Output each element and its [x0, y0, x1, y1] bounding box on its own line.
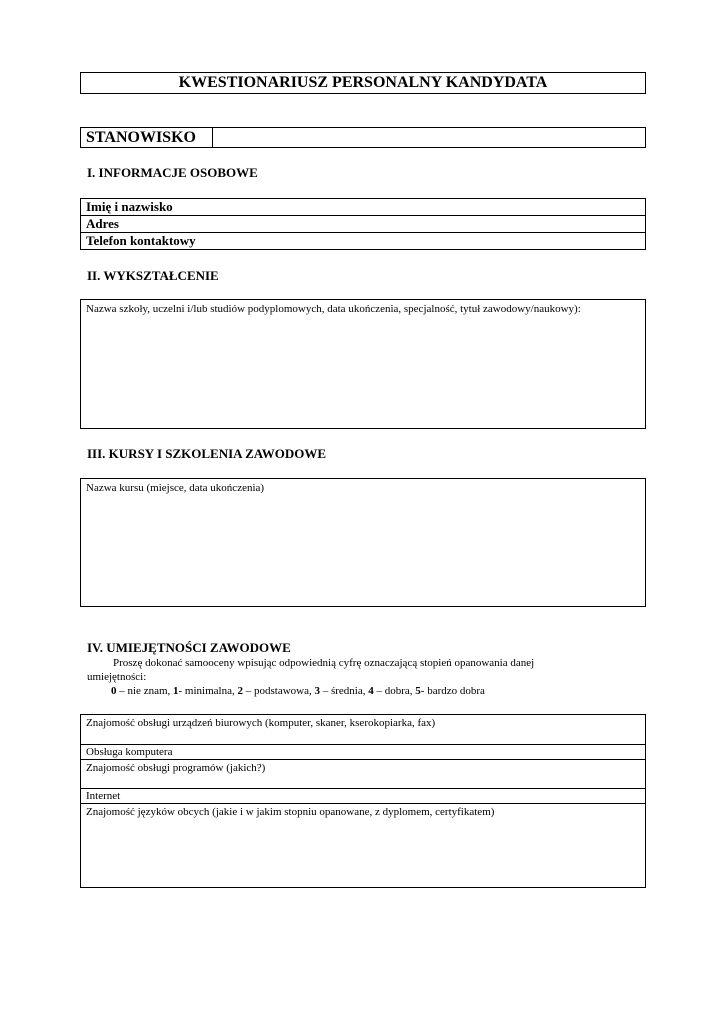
section-1-heading: I. INFORMACJE OSOBOWE	[87, 165, 258, 180]
full-name-field[interactable]: Imię i nazwisko	[81, 199, 645, 216]
skills-table	[80, 714, 646, 888]
phone-field[interactable]: Telefon kontaktowy	[86, 233, 196, 248]
scale-text: – podstawowa,	[242, 685, 315, 697]
languages-field[interactable]: Znajomość języków obcych (jakie i w jakim stopniu opanowane, z dyplomem, certyfikatem)	[86, 806, 495, 818]
scale-num: 4	[368, 685, 374, 697]
scale-text: – średnia,	[319, 685, 369, 697]
scale-text: – dobra,	[373, 685, 416, 697]
scale-num: 1	[173, 685, 179, 697]
address-field[interactable]: Adres	[81, 216, 645, 233]
scale-num: 3	[314, 685, 320, 697]
scale-num: 0	[111, 685, 117, 697]
scale-text: - bardzo dobra	[420, 685, 485, 697]
software-field[interactable]: Znajomość obsługi programów (jakich?)	[81, 760, 645, 789]
courses-prompt: Nazwa kursu (miejsce, data ukończenia)	[86, 482, 265, 494]
education-prompt: Nazwa szkoły, uczelni i/lub studiów podyplomowych, data ukończenia, specjalność, tytuł zawodowy/naukowy):	[86, 303, 581, 315]
section-2-heading: II. WYKSZTAŁCENIE	[87, 268, 219, 283]
scale-text: - minimalna,	[178, 685, 238, 697]
skills-instruction-line1: Proszę dokonać samooceny wpisując odpowiednią cyfrę oznaczającą stopień opanowania danej	[113, 657, 535, 669]
position-field[interactable]	[213, 128, 645, 147]
position-row	[80, 127, 646, 148]
position-label: STANOWISKO	[81, 128, 213, 147]
courses-field[interactable]	[80, 478, 646, 607]
computer-use-field[interactable]: Obsługa komputera	[81, 745, 645, 760]
section-3-heading: III. KURSY I SZKOLENIA ZAWODOWE	[87, 446, 326, 461]
skills-instruction	[87, 656, 647, 698]
scale-num: 5	[415, 685, 421, 697]
section-4-heading: IV. UMIEJĘTNOŚCI ZAWODOWE	[87, 640, 291, 655]
office-equipment-field[interactable]: Znajomość obsługi urządzeń biurowych (komputer, skaner, kserokopiarka, fax)	[81, 715, 645, 745]
skills-instruction-line2: umiejętności:	[87, 671, 147, 683]
personal-info-table	[80, 198, 646, 250]
form-title: KWESTIONARIUSZ PERSONALNY KANDYDATA	[80, 72, 646, 94]
education-field[interactable]	[80, 299, 646, 429]
scale-num: 2	[237, 685, 243, 697]
internet-field[interactable]: Internet	[81, 789, 645, 804]
scale-text: – nie znam,	[116, 685, 174, 697]
rating-scale	[87, 684, 647, 698]
